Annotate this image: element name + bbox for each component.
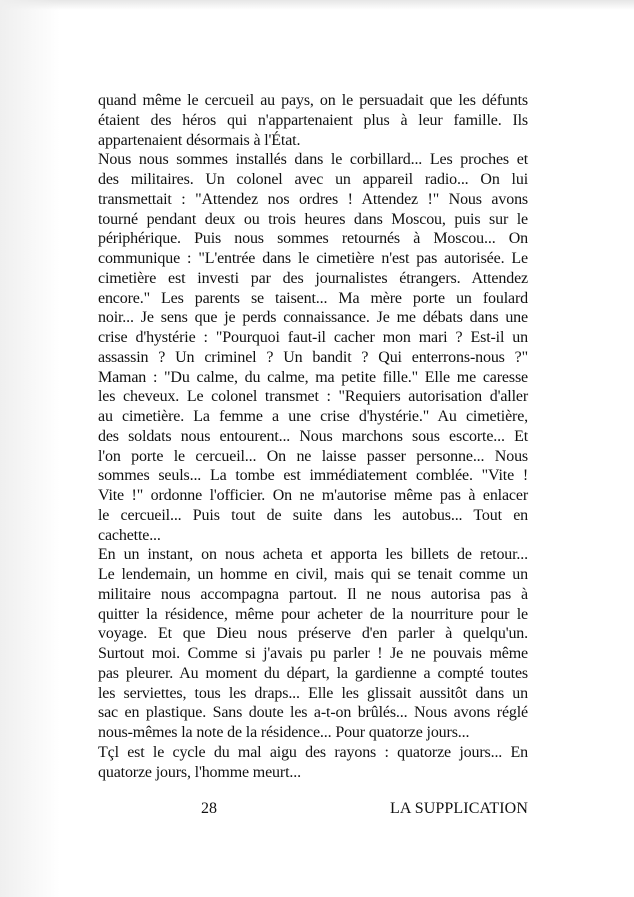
text-line: cimetière est investi par des journalistes étrangers. Attendez <box>98 269 528 287</box>
text-line: encore." Les parents se taisent... Ma mère porte un foulard <box>98 289 528 307</box>
text-line: appartenaient désormais à l'État. <box>98 131 301 149</box>
text-line: Surtout moi. Comme si j'avais pu parler ! Je ne pouvais même <box>98 645 528 662</box>
text-line: Tçl est le cycle du mal aigu des rayons : quatorze jours... En <box>98 743 528 761</box>
text-line: les cheveux. Le colonel transmet : "Requiers autorisation d'aller <box>98 388 528 406</box>
body-text <box>98 91 528 782</box>
text-line: l'on porte le cercueil... On ne laisse passer personne... Nous <box>98 447 528 465</box>
text-line: transmettait : "Attendez nos ordres ! Attendez !" Nous avons <box>98 190 528 208</box>
text-line: sac en plastique. Sans doute les a-t-on brûlés... Nous avons réglé <box>98 704 528 722</box>
text-line: des soldats nous entourent... Nous marchons sous escorte... Et <box>98 427 528 445</box>
text-line: tourné pendant deux ou trois heures dans Moscou, puis sur le <box>98 210 528 228</box>
text-line: noir... Je sens que je perds connaissance. Je me débats dans une <box>98 309 528 327</box>
page-number: 28 <box>201 800 217 817</box>
text-line: cachette... <box>98 526 161 544</box>
text-line: quitter la résidence, même pour acheter de la nourriture pour le <box>98 605 528 623</box>
text-line: quatorze jours, l'homme meurt... <box>98 763 301 781</box>
text-line: communique : "L'entrée dans le cimetière n'est pas autorisée. Le <box>98 250 528 267</box>
text-line: Maman : "Du calme, du calme, ma petite fille." Elle me caresse <box>98 368 528 386</box>
text-line: crise d'hystérie : "Pourquoi faut-il cacher mon mari ? Est-il un <box>98 329 528 346</box>
text-line: Le lendemain, un homme en civil, mais qui se tenait comme un <box>98 566 528 583</box>
page-footer <box>98 800 528 822</box>
text-line: nous-mêmes la note de la résidence... Pour quatorze jours... <box>98 724 470 741</box>
text-line: les serviettes, tous les draps... Elle les glissait aussitôt dans un <box>98 684 528 702</box>
text-line: le cercueil... Puis tout de suite dans les autobus... Tout en <box>98 506 528 524</box>
text-line: assassin ? Un criminel ? Un bandit ? Qui enterrons-nous ?" <box>98 348 528 366</box>
text-line: voyage. Et que Dieu nous préserve d'en parler à quelqu'un. <box>98 625 528 643</box>
text-line: au cimetière. La femme a une crise d'hystérie." Au cimetière, <box>98 408 528 425</box>
text-line: Vite !" ordonne l'officier. On ne m'autorise même pas à enlacer <box>98 487 528 504</box>
page-top-shadow <box>0 0 634 10</box>
text-line: quand même le cercueil au pays, on le persuadait que les défunts <box>98 92 528 109</box>
text-line: Nous nous sommes installés dans le corbillard... Les proches et <box>98 151 528 169</box>
text-line: sommes seuls... La tombe est immédiatement comblée. "Vite ! <box>98 467 528 485</box>
text-line: périphérique. Puis nous sommes retournés à Moscou... On <box>98 230 528 248</box>
text-line: militaire nous accompagna partout. Il ne nous autorisa pas à <box>98 585 528 603</box>
running-title: LA SUPPLICATION <box>390 800 528 817</box>
text-line: des militaires. Un colonel avec un appareil radio... On lui <box>98 171 528 188</box>
text-line: étaient des héros qui n'appartenaient plus à leur famille. Ils <box>98 111 528 129</box>
page-left-shadow <box>0 0 60 897</box>
text-line: En un instant, on nous acheta et apporta les billets de retour... <box>98 546 528 564</box>
text-line: pas pleurer. Au moment du départ, la gardienne a compté toutes <box>98 664 528 682</box>
